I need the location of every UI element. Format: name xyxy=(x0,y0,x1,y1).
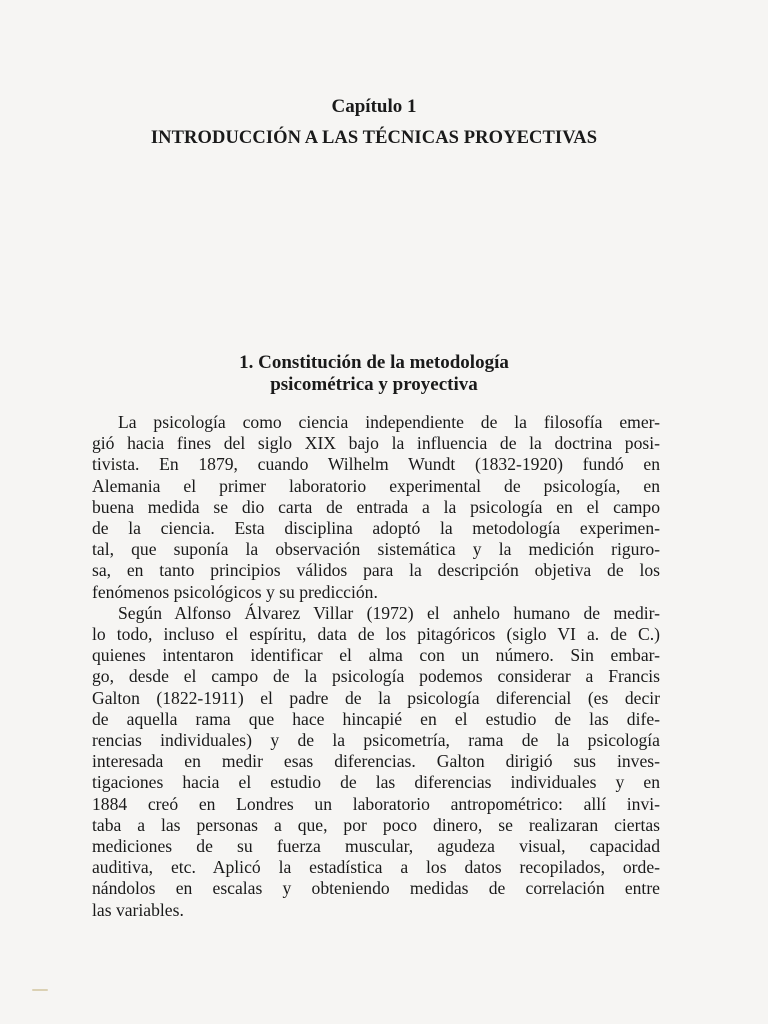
paragraph-line: de aquella rama que hace hincapié en el estudio de las dife- xyxy=(92,708,660,729)
page-speck xyxy=(32,989,48,991)
paragraph-line: tigaciones hacia el estudio de las diferencias individuales y en xyxy=(92,772,660,793)
paragraph-line: buena medida se dio carta de entrada a la psicología en el campo xyxy=(92,496,660,517)
paragraph-line: quienes intentaron identificar el alma con un número. Sin embar- xyxy=(92,645,660,666)
chapter-label: Capítulo 1 xyxy=(331,96,417,117)
paragraph-line: Alemania el primer laboratorio experimental de psicología, en xyxy=(92,475,660,496)
paragraph-line: interesada en medir esas diferencias. Galton dirigió sus inves- xyxy=(92,751,660,772)
paragraph-line: gió hacia fines del siglo XIX bajo la influencia de la doctrina posi- xyxy=(92,433,660,454)
section-heading-line-2: psicométrica y proyectiva xyxy=(270,374,478,395)
paragraph-line: auditiva, etc. Aplicó la estadística a los datos recopilados, orde- xyxy=(92,857,660,878)
section-heading-line-1: 1. Constitución de la metodología xyxy=(239,352,509,373)
paragraph-line: taba a las personas a que, por poco dinero, se realizaran ciertas xyxy=(92,814,660,835)
paragraph-line: rencias individuales) y de la psicometría, rama de la psicología xyxy=(92,730,660,751)
paragraph-line: Galton (1822-1911) el padre de la psicología diferencial (es decir xyxy=(92,687,660,708)
paragraph-line: tivista. En 1879, cuando Wilhelm Wundt (1832-1920) fundó en xyxy=(92,454,660,475)
paragraph xyxy=(92,412,660,603)
body-text xyxy=(92,412,660,921)
paragraph-line: fenómenos psicológicos y su predicción. xyxy=(92,581,378,602)
paragraph-line: lo todo, incluso el espíritu, data de los pitagóricos (siglo VI a. de C.) xyxy=(92,624,660,645)
section-heading xyxy=(0,352,748,396)
paragraph-line: Según Alfonso Álvarez Villar (1972) el anhelo humano de medir- xyxy=(118,602,660,623)
paragraph-line: tal, que suponía la observación sistemática y la medición riguro- xyxy=(92,539,660,560)
paragraph-line: de la ciencia. Esta disciplina adoptó la metodología experimen- xyxy=(92,518,660,539)
paragraph-line: mediciones de su fuerza muscular, agudeza visual, capacidad xyxy=(92,836,660,857)
paragraph-line: 1884 creó en Londres un laboratorio antropométrico: allí invi- xyxy=(92,793,660,814)
paragraph-line: La psicología como ciencia independiente de la filosofía emer- xyxy=(118,412,660,432)
paragraph-line: sa, en tanto principios válidos para la descripción objetiva de los xyxy=(92,560,660,581)
paragraph-line: las variables. xyxy=(92,899,184,920)
paragraph xyxy=(92,603,660,921)
paragraph-line: nándolos en escalas y obteniendo medidas de correlación entre xyxy=(92,878,660,899)
chapter-title: INTRODUCCIÓN A LAS TÉCNICAS PROYECTIVAS xyxy=(150,128,598,148)
paragraph-line: go, desde el campo de la psicología podemos considerar a Francis xyxy=(92,666,660,687)
